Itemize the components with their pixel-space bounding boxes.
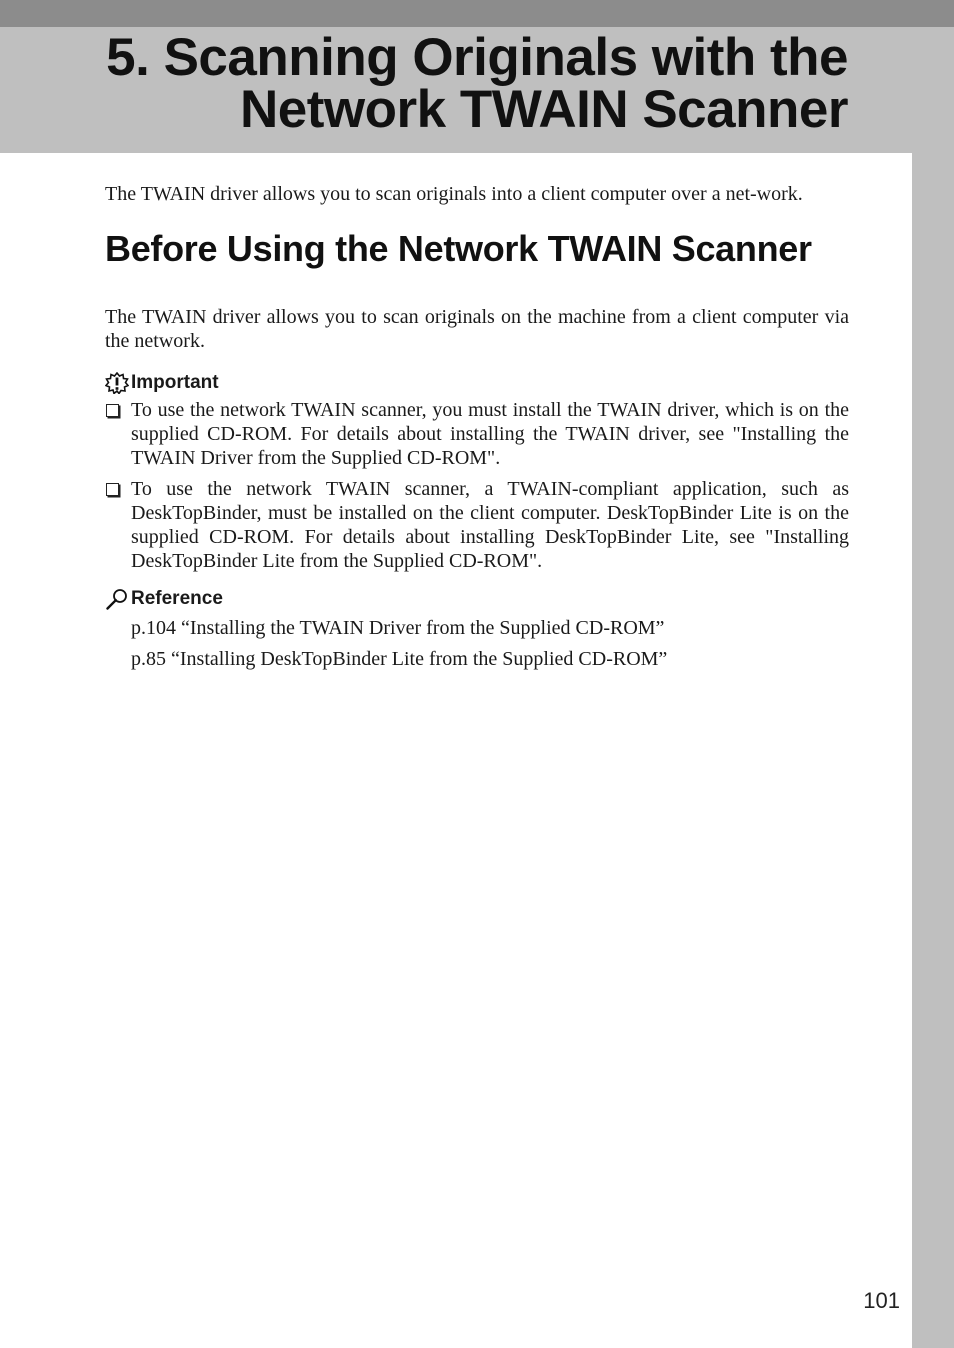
side-tab-strip bbox=[912, 153, 954, 1348]
section-heading: Before Using the Network TWAIN Scanner bbox=[105, 228, 812, 269]
important-icon bbox=[105, 372, 131, 394]
important-label: Important bbox=[131, 372, 219, 393]
reference-label: Reference bbox=[131, 588, 223, 609]
chapter-title-line-1: 5. Scanning Originals with the bbox=[106, 28, 848, 87]
section-paragraph: The TWAIN driver allows you to scan originals on the machine from a client computer via the network. bbox=[105, 306, 849, 352]
important-item-text: To use the network TWAIN scanner, you must install the TWAIN driver, which is on the supplied CD-ROM. For details about installing the TWAIN driver, see "Installing the TWAIN Driver from the Supplied CD-ROM". bbox=[131, 399, 849, 469]
important-list bbox=[105, 398, 849, 573]
reference-link[interactable]: p.85 “Installing DeskTopBinder Lite from the Supplied CD-ROM” bbox=[131, 648, 668, 670]
reference-link[interactable]: p.104 “Installing the TWAIN Driver from the Supplied CD-ROM” bbox=[131, 617, 665, 639]
magnifier-icon bbox=[105, 588, 131, 610]
important-item bbox=[105, 398, 849, 470]
important-item-text: To use the network TWAIN scanner, a TWAIN-compliant application, such as DeskTopBinder, must be installed on the client computer. DeskTopBinder Lite is on the supplied CD-ROM. For details about installing DeskTopBinder Lite, see "Installing DeskTopBinder Lite from the Supplied CD-ROM". bbox=[131, 478, 849, 572]
chapter-title-line-2: Network TWAIN Scanner bbox=[240, 80, 848, 139]
reference-heading bbox=[105, 588, 849, 610]
chapter-title bbox=[106, 28, 848, 139]
intro-paragraph: The TWAIN driver allows you to scan originals into a client computer over a net-work. bbox=[105, 183, 803, 205]
reference-list bbox=[131, 616, 849, 671]
checkbox-bullet-icon bbox=[106, 404, 119, 417]
checkbox-bullet-icon bbox=[106, 483, 119, 496]
page-content bbox=[105, 182, 849, 678]
important-item bbox=[105, 477, 849, 573]
top-strip bbox=[0, 0, 954, 27]
important-heading bbox=[105, 372, 849, 394]
page-number: 101 bbox=[863, 1288, 900, 1313]
